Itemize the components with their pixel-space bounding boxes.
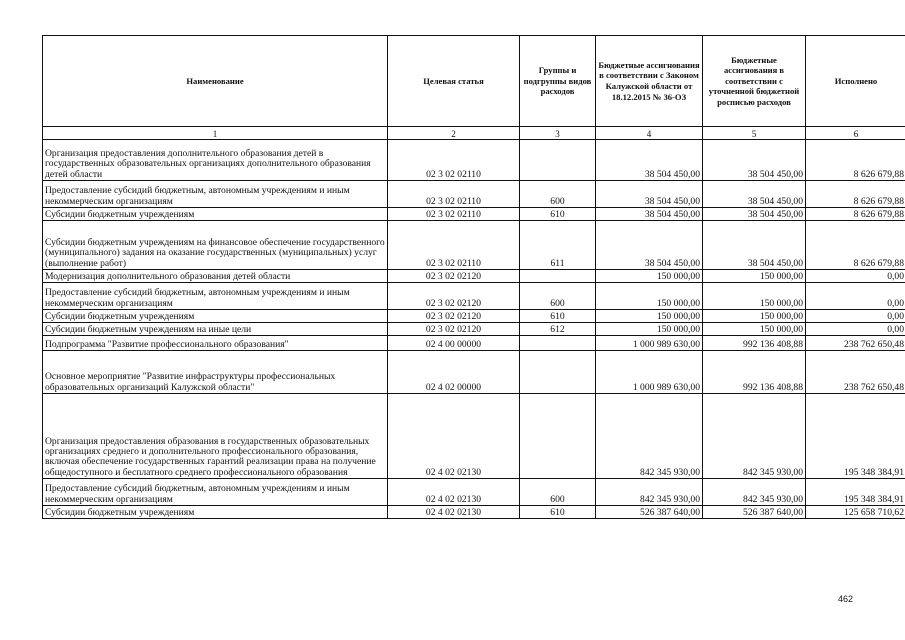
row-code: 02 4 02 02130 <box>388 506 520 519</box>
table-row <box>43 323 905 336</box>
header-row <box>43 36 905 127</box>
row-law-amount: 842 345 930,00 <box>596 479 703 506</box>
column-number: 2 <box>388 127 520 140</box>
header-expense-groups: Группы и подгруппы видов расходов <box>520 36 596 127</box>
table-row <box>43 221 905 270</box>
header-law-allocations: Бюджетные ассигнования в соответствии с Законом Калужской области от 18.12.2015 № 36-ОЗ <box>596 36 703 127</box>
table-row <box>43 479 905 506</box>
column-number: 4 <box>596 127 703 140</box>
table-row <box>43 351 905 394</box>
row-law-amount: 150 000,00 <box>596 283 703 310</box>
row-code: 02 4 02 00000 <box>388 351 520 394</box>
row-law-amount: 38 504 450,00 <box>596 140 703 181</box>
table-row <box>43 208 905 221</box>
row-executed-amount: 8 626 679,88 <box>806 221 905 270</box>
row-group <box>520 140 596 181</box>
row-name: Субсидии бюджетным учреждениям на иные цели <box>43 323 388 336</box>
row-refined-amount: 150 000,00 <box>703 323 806 336</box>
row-refined-amount: 526 387 640,00 <box>703 506 806 519</box>
row-refined-amount: 842 345 930,00 <box>703 479 806 506</box>
row-law-amount: 150 000,00 <box>596 323 703 336</box>
row-code: 02 4 02 02130 <box>388 479 520 506</box>
row-executed-amount: 125 658 710,62 <box>806 506 905 519</box>
row-law-amount: 150 000,00 <box>596 310 703 323</box>
row-name: Предоставление субсидий бюджетным, автономным учреждениям и иным некоммерческим организациям <box>43 181 388 208</box>
row-code: 02 3 02 02120 <box>388 323 520 336</box>
row-code: 02 4 00 00000 <box>388 336 520 351</box>
row-name: Модернизация дополнительного образования детей области <box>43 270 388 283</box>
row-group <box>520 336 596 351</box>
row-code: 02 3 02 02110 <box>388 208 520 221</box>
budget-table <box>42 35 905 519</box>
column-number: 1 <box>43 127 388 140</box>
row-law-amount: 150 000,00 <box>596 270 703 283</box>
row-refined-amount: 38 504 450,00 <box>703 140 806 181</box>
row-refined-amount: 150 000,00 <box>703 310 806 323</box>
header-refined-allocations: Бюджетные ассигнования в соответствии с уточненной бюджетной росписью расходов <box>703 36 806 127</box>
table-row <box>43 140 905 181</box>
row-law-amount: 1 000 989 630,00 <box>596 351 703 394</box>
row-code: 02 4 02 02130 <box>388 394 520 479</box>
column-number: 5 <box>703 127 806 140</box>
row-executed-amount: 238 762 650,48 <box>806 336 905 351</box>
row-executed-amount: 8 626 679,88 <box>806 208 905 221</box>
row-refined-amount: 842 345 930,00 <box>703 394 806 479</box>
row-law-amount: 526 387 640,00 <box>596 506 703 519</box>
row-name: Предоставление субсидий бюджетным, автономным учреждениям и иным некоммерческим организациям <box>43 479 388 506</box>
table-row <box>43 283 905 310</box>
row-name: Организация предоставления дополнительного образования детей в государственных образовательных организациях дополнительного образования детей области <box>43 140 388 181</box>
row-executed-amount: 0,00 <box>806 270 905 283</box>
row-executed-amount: 8 626 679,88 <box>806 181 905 208</box>
row-name: Субсидии бюджетным учреждениям <box>43 506 388 519</box>
table-row <box>43 310 905 323</box>
row-refined-amount: 992 136 408,88 <box>703 351 806 394</box>
table-row <box>43 336 905 351</box>
row-group <box>520 351 596 394</box>
row-executed-amount: 195 348 384,91 <box>806 479 905 506</box>
row-refined-amount: 38 504 450,00 <box>703 181 806 208</box>
row-executed-amount: 0,00 <box>806 323 905 336</box>
row-group: 610 <box>520 506 596 519</box>
row-group: 610 <box>520 208 596 221</box>
row-name: Подпрограмма "Развитие профессионального образования" <box>43 336 388 351</box>
row-group: 600 <box>520 181 596 208</box>
row-group: 611 <box>520 221 596 270</box>
row-group <box>520 394 596 479</box>
row-name: Организация предоставления образования в государственных образовательных организациях среднего и дополнительного профессионального образования, включая обеспечение государственных гарантий реализации права на получение общедоступного и бесплатного среднего профессионального образования <box>43 394 388 479</box>
row-group <box>520 270 596 283</box>
row-executed-amount: 0,00 <box>806 310 905 323</box>
header-executed: Исполнено <box>806 36 905 127</box>
table-row <box>43 394 905 479</box>
row-executed-amount: 8 626 679,88 <box>806 140 905 181</box>
row-group: 612 <box>520 323 596 336</box>
row-executed-amount: 0,00 <box>806 283 905 310</box>
row-refined-amount: 38 504 450,00 <box>703 221 806 270</box>
column-number-row <box>43 127 905 140</box>
header-target-article: Целевая статья <box>388 36 520 127</box>
row-group: 600 <box>520 283 596 310</box>
row-refined-amount: 150 000,00 <box>703 270 806 283</box>
header-name: Наименование <box>43 36 388 127</box>
row-law-amount: 842 345 930,00 <box>596 394 703 479</box>
row-law-amount: 38 504 450,00 <box>596 181 703 208</box>
row-law-amount: 1 000 989 630,00 <box>596 336 703 351</box>
row-name: Субсидии бюджетным учреждениям на финансовое обеспечение государственного (муниципального) задания на оказание государственных (муниципальных) услуг (выполнение работ) <box>43 221 388 270</box>
column-number: 3 <box>520 127 596 140</box>
row-code: 02 3 02 02120 <box>388 283 520 310</box>
table-row <box>43 270 905 283</box>
row-refined-amount: 38 504 450,00 <box>703 208 806 221</box>
table-row <box>43 506 905 519</box>
row-refined-amount: 992 136 408,88 <box>703 336 806 351</box>
row-code: 02 3 02 02120 <box>388 310 520 323</box>
row-name: Предоставление субсидий бюджетным, автономным учреждениям и иным некоммерческим организациям <box>43 283 388 310</box>
row-executed-amount: 195 348 384,91 <box>806 394 905 479</box>
row-name: Основное мероприятие "Развитие инфраструктуры профессиональных образовательных организаций Калужской области" <box>43 351 388 394</box>
row-code: 02 3 02 02110 <box>388 221 520 270</box>
row-name: Субсидии бюджетным учреждениям <box>43 310 388 323</box>
row-name: Субсидии бюджетным учреждениям <box>43 208 388 221</box>
column-number: 6 <box>806 127 905 140</box>
row-law-amount: 38 504 450,00 <box>596 208 703 221</box>
row-code: 02 3 02 02110 <box>388 181 520 208</box>
row-code: 02 3 02 02110 <box>388 140 520 181</box>
page-number: 462 <box>838 594 854 604</box>
row-code: 02 3 02 02120 <box>388 270 520 283</box>
table-row <box>43 181 905 208</box>
row-group: 610 <box>520 310 596 323</box>
row-law-amount: 38 504 450,00 <box>596 221 703 270</box>
row-executed-amount: 238 762 650,48 <box>806 351 905 394</box>
row-refined-amount: 150 000,00 <box>703 283 806 310</box>
row-group: 600 <box>520 479 596 506</box>
